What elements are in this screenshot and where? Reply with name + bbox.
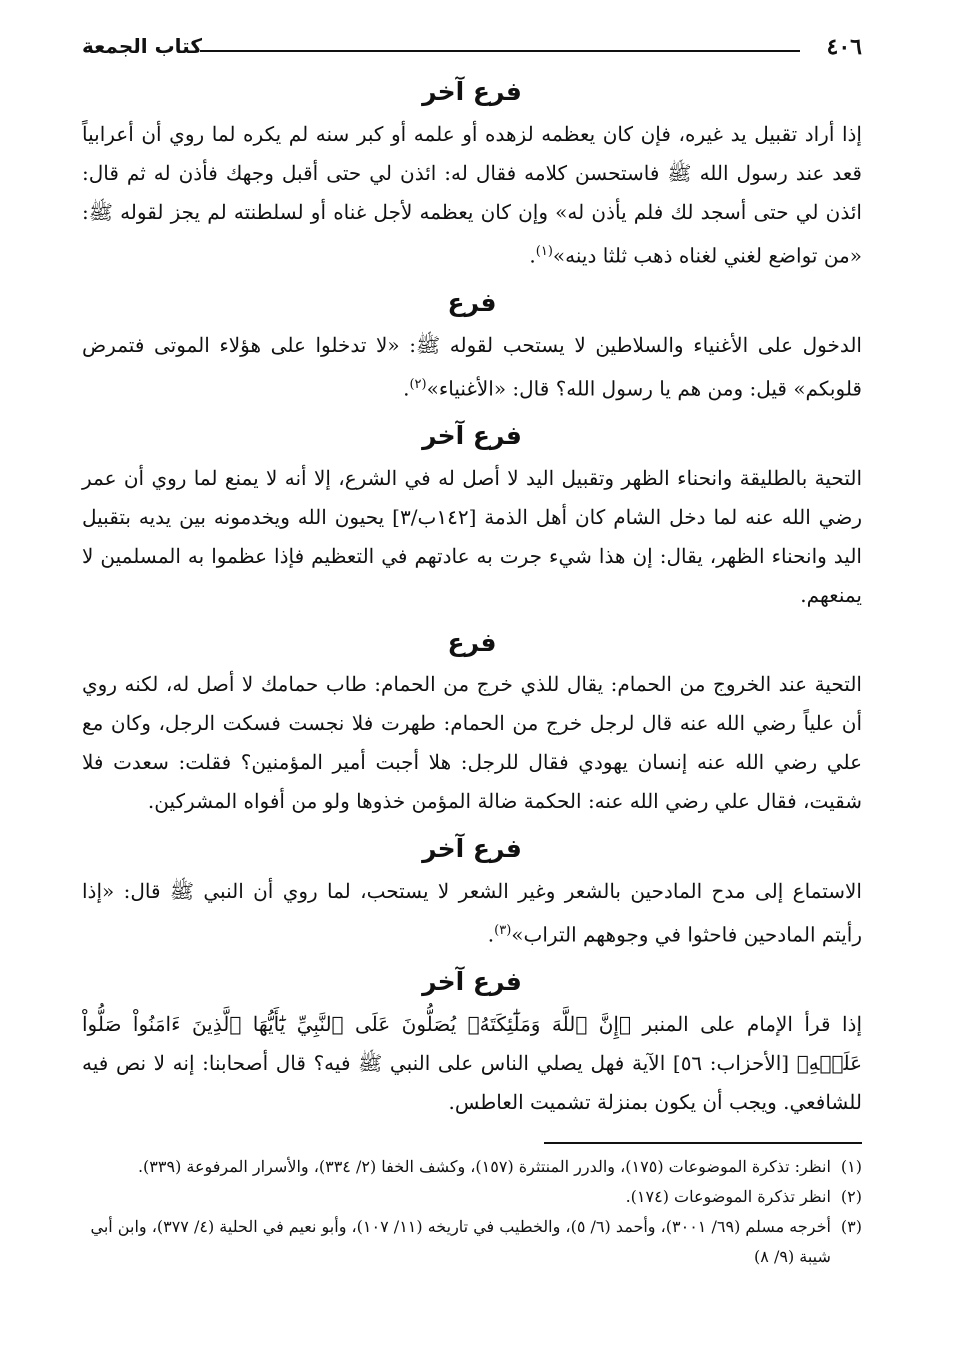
footnote-number: (٣) [840, 1216, 862, 1236]
page-number: ٤٠٦ [826, 34, 862, 60]
footnote [82, 1212, 862, 1272]
footnote [82, 1182, 862, 1212]
section-heading: فرع آخر [422, 834, 522, 864]
footnote-text: انظر: تذكرة الموضوعات (١٧٥)، والدرر المنتثرة (١٥٧)، وكشف الخفا (٢/ ٣٣٤)، والأسرار المرفوعة (٣٣٩). [137, 1156, 831, 1176]
section-heading: فرع [447, 288, 497, 318]
section-paragraph: التحية بالطليقة وانحناء الظهر وتقبيل اليد لا أصل له في الشرع، إلا أنه لا يمنع لما روي أن عمر رضي الله عنه لما دخل الشام كان أهل الذمة [١٤٢ب/٣] يحيون الله ويخدمونه بين يديه بتقبيل اليد وانحناء الظهر، يقال: إن هذا شيء جرت به عادتهم في التعظيم فإذا عظموا به المسلمين لا يمنعهم. [82, 465, 862, 607]
footnote-divider [544, 1142, 862, 1144]
footnote-number: (١) [840, 1156, 862, 1176]
book-page [82, 30, 862, 1272]
section-heading: فرع آخر [422, 967, 522, 997]
page-header [82, 30, 862, 64]
footnote-ref: (١) [535, 243, 553, 259]
section-heading: فرع آخر [422, 421, 522, 451]
section-5 [82, 833, 862, 954]
section-heading: فرع آخر [422, 77, 522, 106]
section-6 [82, 966, 862, 1122]
section-paragraph: إذا أراد تقبيل يد غيره، فإن كان يعظمه لزهده أو علمه أو كبر سنه لم يكره لما روي أن أعرابياً قعد عند رسول الله ﷺ فاستحسن كلامه فقال له: ائذن لي حتى أقبل وجهك فأذن له ثم قال: ائذن لي حتى أسجد لك فلم يأذن له» وإن كان يعظمه لأجل غناه أو لسلطنته لم يجز لقوله ﷺ: «من تواضع لغني لغناه ذهب ثلثا دينه»$^{(١)}$. [82, 121, 862, 268]
section-paragraph: التحية عند الخروج من الحمام: يقال للذي خرج من الحمام: طاب حمامك لا أصل له، لكنه روي أن علياً رضي الله عنه قال لرجل خرج من الحمام: طهرت فلا نجست فسكت الرجل، وكان مع علي رضي الله عنه إنسان يهودي فقال للرجل: هلا أجبت أمير المؤمنين؟ فقلت: سعدت فلا شقيت، فقال علي رضي الله عنه: الحكمة ضالة المؤمن خذوها ولو من أفواه المشركين. [82, 672, 862, 814]
header-rule [200, 50, 800, 52]
section-1 [82, 76, 862, 275]
footnote-ref: (٣) [494, 922, 512, 938]
footnote-number: (٢) [840, 1186, 862, 1206]
footnote-text: انظر تذكرة الموضوعات (١٧٤). [625, 1186, 831, 1206]
footnote [82, 1152, 862, 1182]
section-3 [82, 420, 862, 615]
section-2 [82, 287, 862, 408]
section-paragraph: إذا قرأ الإمام على المنبر ﴿إِنَّ ٱللَّهَ وَمَلَٰٓئِكَتَهُۥ يُصَلُّونَ عَلَى ٱلنَّبِيِّ يَٰٓأَيُّهَا ٱلَّذِينَ ءَامَنُواْ صَلُّواْ عَلَيۡهِ﴾ [الأحزاب: ٥٦] الآية فهل يصلي الناس على النبي ﷺ فيه؟ قال أصحابنا: إنه لا نص فيه للشافعي. ويجب أن يكون بمنزلة تشميت العاطس. [82, 1011, 862, 1114]
section-paragraph: الاستماع إلى مدح المادحين بالشعر وغير الشعر لا يستحب، لما روي أن النبي ﷺ قال: «إذا رأيتم المادحين فاحثوا في وجوههم التراب»$^{(٣)}$. [82, 878, 862, 947]
section-paragraph: الدخول على الأغنياء والسلاطين لا يستحب لقوله ﷺ: «لا تدخلوا على هؤلاء الموتى فتمرض قلوبكم» قيل: ومن هم يا رسول الله؟ قال: «الأغنياء»$^{(٢)}$. [82, 332, 862, 401]
section-4 [82, 627, 862, 822]
footnote-text: أخرجه مسلم (٦٩/ ٣٠٠١)، وأحمد (٦/ ٥)، والخطيب في تاريخه (١١/ ١٠٧)، وأبو نعيم في الحلية (٤/ ٣٧٧)، وابن أبي شيبة (٩/ ٨) [90, 1216, 831, 1266]
footnote-ref: (٢) [409, 376, 427, 392]
footnotes [82, 1152, 862, 1272]
section-heading: فرع [447, 627, 497, 657]
running-title: كتاب الجمعة [82, 34, 202, 58]
